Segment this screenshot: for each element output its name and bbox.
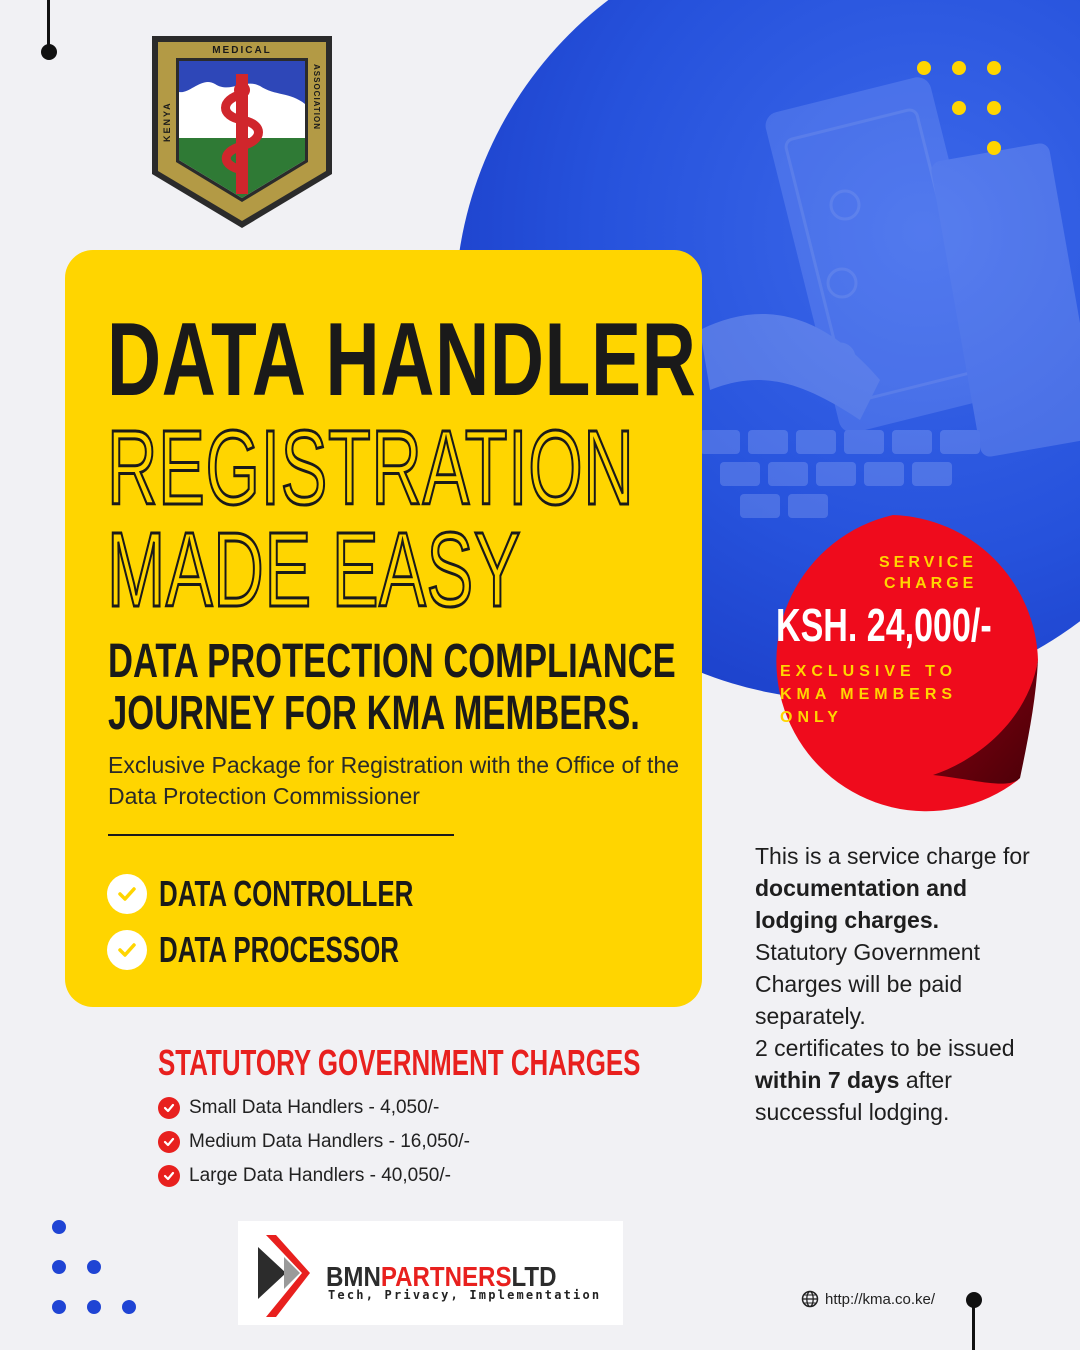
card-divider — [108, 834, 454, 836]
role-item — [107, 872, 512, 916]
promo-card — [65, 250, 702, 1007]
sticker-label-1: SERVICE — [879, 554, 977, 571]
sticker-note-3: ONLY — [780, 709, 843, 726]
bmn-mark-icon — [244, 1227, 324, 1327]
decor-dot-top-left — [41, 44, 57, 60]
website-url: http://kma.co.ke/ — [825, 1290, 936, 1308]
headline-line-3: MADE EASY — [107, 511, 522, 629]
bmn-partners-logo — [238, 1221, 623, 1325]
decor-line-top-left — [47, 0, 50, 50]
check-icon — [107, 874, 147, 914]
sticker-note-2: KMA MEMBERS — [780, 686, 958, 703]
fee-item — [158, 1130, 470, 1154]
card-description: Exclusive Package for Registration with the Office of the Data Protection Commissioner — [108, 752, 680, 809]
kma-logo-left-text: KENYA — [162, 101, 172, 142]
role-label: DATA CONTROLLER — [159, 873, 414, 914]
sticker-label-2: CHARGE — [884, 575, 978, 592]
statutory-title: STATUTORY GOVERNMENT CHARGES — [158, 1042, 641, 1083]
subhead-line-1: DATA PROTECTION COMPLIANCE — [108, 635, 676, 688]
globe-icon — [801, 1290, 819, 1308]
bmn-tagline: Tech, Privacy, Implementation — [328, 1288, 602, 1302]
check-icon — [158, 1131, 180, 1153]
fee-label: Medium Data Handlers - 16,050/- — [189, 1131, 470, 1152]
sticker-note-1: EXCLUSIVE TO — [780, 663, 958, 680]
bmn-name: BMNPARTNERSLTD — [326, 1261, 557, 1292]
check-icon — [158, 1097, 180, 1119]
fee-label: Large Data Handlers - 40,050/- — [189, 1165, 451, 1186]
fee-label: Small Data Handlers - 4,050/- — [189, 1097, 440, 1118]
service-charge-price: KSH. 24,000/- — [776, 599, 992, 651]
kma-shield-logo — [150, 34, 334, 230]
website-link[interactable] — [801, 1290, 935, 1308]
subhead-line-2: JOURNEY FOR KMA MEMBERS. — [108, 687, 640, 740]
headline-line-2: REGISTRATION — [107, 409, 635, 527]
role-item — [107, 928, 492, 972]
fee-item — [158, 1096, 439, 1120]
headline-line-1: DATA HANDLER — [107, 302, 697, 418]
decor-dot-bottom-right — [966, 1292, 982, 1308]
kma-logo-right-text: ASSOCIATION — [312, 64, 321, 130]
fee-item — [158, 1164, 451, 1188]
role-label: DATA PROCESSOR — [159, 929, 400, 970]
service-info-text: This is a service charge for documentation and lodging charges. Statutory Government Charges will be paid separately. 2 certificates to be issued within 7 days after successful lodging. — [755, 843, 1030, 1125]
kma-logo-top-text: MEDICAL — [212, 45, 272, 56]
check-icon — [158, 1165, 180, 1187]
check-icon — [107, 930, 147, 970]
